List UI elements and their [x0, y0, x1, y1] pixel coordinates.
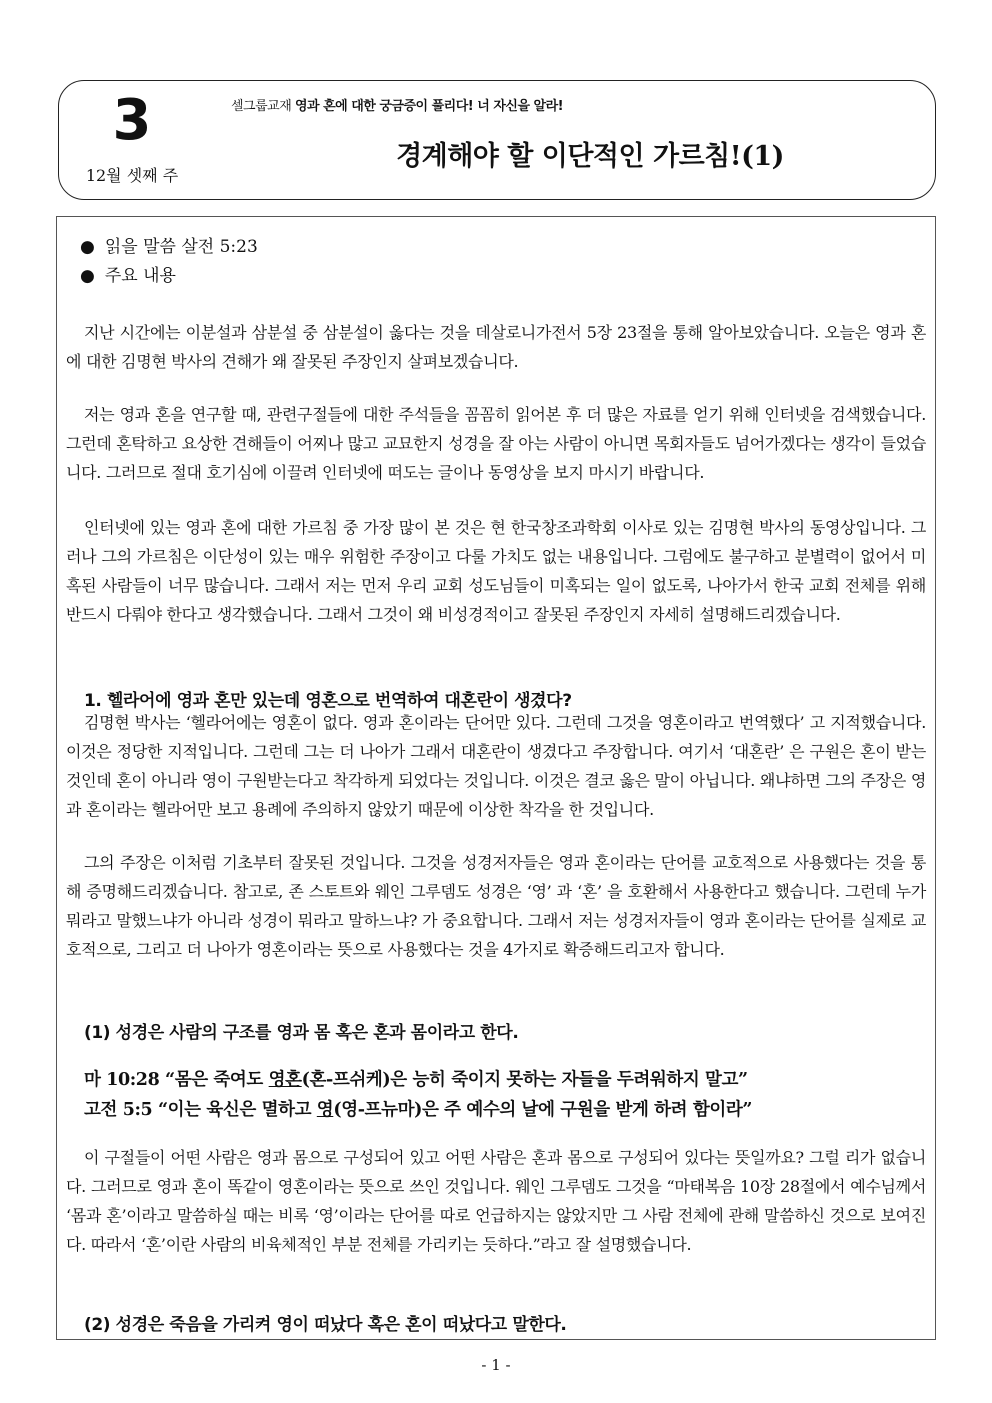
- verse-1: 마 10:28 “몸은 죽여도 영혼(혼-프쉬케)은 능히 죽이지 못하는 자들을 두려워하지 말고”: [84, 1070, 748, 1090]
- page-title: 경계해야 할 이단적인 가르침!(1): [396, 141, 784, 172]
- series-bold: 영과 혼에 대한 궁금증이 풀리다! 너 자신을 알라!: [294, 99, 564, 114]
- section-heading-1: 1. 헬라어에 영과 혼만 있는데 영혼으로 번역하여 대혼란이 생겼다?: [84, 691, 572, 711]
- verse-2: 고전 5:5 “이는 육신은 멸하고 영(영-프뉴마)은 주 예수의 날에 구원을 받게 하려 함이라”: [84, 1100, 753, 1120]
- reading-value: 살전 5:23: [181, 237, 258, 257]
- subsection-heading-1: (1) 성경은 사람의 구조를 영과 몸 혹은 혼과 몸이라고 한다.: [84, 1023, 519, 1043]
- lesson-number: 3: [112, 88, 152, 153]
- reading-label: 읽을 말씀: [104, 237, 176, 257]
- paragraph-1: 지난 시간에는 이분설과 삼분설 중 삼분설이 옳다는 것을 데살로니가전서 5장 23절을 통해 알아보았습니다. 오늘은 영과 혼에 대한 김명현 박사의 견해가 왜 잘못된 주장인지 살펴보겠습니다.: [66, 323, 926, 371]
- bullet-dot-icon: ●: [80, 237, 95, 257]
- paragraph-4: 김명현 박사는 ‘헬라어에는 영혼이 없다. 영과 혼이라는 단어만 있다. 그런데 그것을 영혼이라고 번역했다’ 고 지적했습니다. 이것은 정당한 지적입니다. 그런데 그는 더 나아가 그래서 대혼란이 생겼다고 주장합니다. 여기서 ‘대혼란’ 은 구원은 혼이 받는 것인데 혼이 아니라 영이 구원받는다고 착각하게 되었다는 것입니다. 이것은 결코 옳은 말이 아닙니다. 왜냐하면 그의 주장은 영과 혼이라는 헬라어만 보고 용례에 주의하지 않았기 때문에 이상한 착각을 한 것입니다.: [66, 713, 926, 819]
- paragraph-2: 저는 영과 혼을 연구할 때, 관련구절들에 대한 주석들을 꼼꼼히 읽어본 후 더 많은 자료를 얻기 위해 인터넷을 검색했습니다. 그런데 혼탁하고 요상한 견해들이 어찌나 많고 교묘한지 성경을 잘 아는 사람이 아니면 목회자들도 넘어가겠다는 생각이 들었습니다. 그러므로 절대 호기심에 이끌려 인터넷에 떠도는 글이나 동영상을 보지 마시기 바랍니다.: [66, 405, 926, 482]
- series-title: [231, 95, 563, 114]
- lesson-week: 12월 셋째 주: [85, 166, 179, 185]
- bullet-dot-icon: ●: [80, 266, 95, 286]
- paragraph-6: 이 구절들이 어떤 사람은 영과 몸으로 구성되어 있고 어떤 사람은 혼과 몸으로 구성되어 있다는 뜻일까요? 그럴 리가 없습니다. 그러므로 영과 혼이 똑같이 영혼이라는 뜻으로 쓰인 것입니다. 웨인 그루뎀도 그것을 “마태복음 10장 28절에서 예수님께서 ‘몸과 혼’이라고 말씀하실 때는 비록 ‘영’이라는 단어를 따로 언급하지는 않았지만 그 사람 전체에 관해 말씀하신 것으로 보여진다. 따라서 ‘혼’이란 사람의 비육체적인 부분 전체를 가리키는 듯하다.”라고 잘 설명했습니다.: [66, 1148, 926, 1254]
- paragraph-3: 인터넷에 있는 영과 혼에 대한 가르침 중 가장 많이 본 것은 현 한국창조과학회 이사로 있는 김명현 박사의 동영상입니다. 그러나 그의 가르침은 이단성이 있는 매우 위험한 주장이고 다룰 가치도 없는 내용입니다. 그럼에도 불구하고 분별력이 없어서 미혹된 사람들이 너무 많습니다. 그래서 저는 먼저 우리 교회 성도님들이 미혹되는 일이 없도록, 나아가서 한국 교회 전체를 위해 반드시 다뤄야 한다고 생각했습니다. 그래서 그것이 왜 비성경적이고 잘못된 주장인지 자세히 설명해드리겠습니다.: [66, 518, 926, 624]
- summary-label: 주요 내용: [104, 266, 176, 286]
- paragraph-5: 그의 주장은 이처럼 기초부터 잘못된 것입니다. 그것을 성경저자들은 영과 혼이라는 단어를 교호적으로 사용했다는 것을 통해 증명해드리겠습니다. 참고로, 존 스토트와 웨인 그루뎀도 성경은 ‘영’ 과 ‘혼’ 을 호환해서 사용한다고 했습니다. 그런데 누가 뭐라고 말했느냐가 아니라 성경이 뭐라고 말하느냐? 가 중요합니다. 그래서 저는 성경저자들이 영과 혼이라는 단어를 실제로 교호적으로, 그리고 더 나아가 영혼이라는 뜻으로 사용했다는 것을 4가지로 확증해드리고자 합니다.: [66, 853, 926, 959]
- summary-bullet: [80, 265, 176, 287]
- subsection-heading-2: (2) 성경은 죽음을 가리켜 영이 떠났다 혹은 혼이 떠났다고 말한다.: [84, 1315, 567, 1335]
- series-prefix: 셀그룹교재: [231, 99, 295, 114]
- page-number: - 1 -: [481, 1356, 511, 1374]
- reading-bullet: [80, 236, 258, 258]
